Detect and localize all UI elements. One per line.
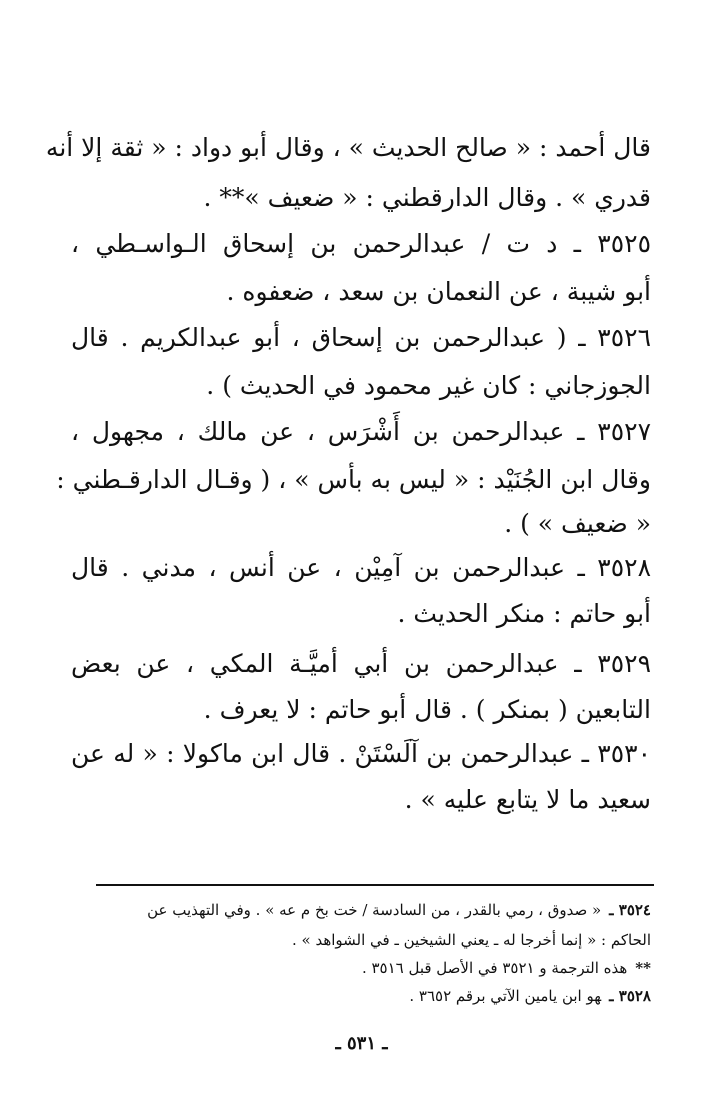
body-line-1: قال أحمد : « صالح الحديث » ، وقال أبو دواد : « ثقة إلا أنه [45,133,651,162]
footnote-asterisk [71,956,651,980]
entry-3530-line-2: سعيد ما لا يتابع عليه » . [404,785,651,814]
footnote-text: هذه الترجمة و ٣٥٢١ في الأصل قبل ٣٥١٦ . [361,959,628,977]
entry-3529-line-2: التابعين ( بمنكر ) . قال أبو حاتم : لا يعرف . [203,695,651,724]
page-number: ـ ٥٣١ ـ [335,1033,388,1054]
entry-3529-line-1: ٣٥٢٩ ـ عبدالرحمن بن أبي أميَّـة المكي ، عن بعض [71,649,651,678]
entry-3528-line-2: أبو حاتم : منكر الحديث . [397,599,651,628]
footnote-marker: ٣٥٢٤ ـ [609,901,651,919]
footnote-divider [96,884,654,886]
entry-3527-line-1: ٣٥٢٧ ـ عبدالرحمن بن أَشْرَس ، عن مالك ، مجهول ، [71,417,651,446]
footnote-3528 [71,984,651,1008]
entry-3526-line-1: ٣٥٢٦ ـ ( عبدالرحمن بن إسحاق ، أبو عبدالكريم . قال [71,323,651,352]
footnote-text: « صدوق ، رمي بالقدر ، من السادسة / خت بخ م عه » . وفي التهذيب عن [147,901,602,919]
entry-3525-line-1: ٣٥٢٥ ـ د ت / عبدالرحمن بن إسحاق الـواسـطي ، [71,229,651,258]
entry-3528-line-1: ٣٥٢٨ ـ عبدالرحمن بن آمِيْن ، عن أنس ، مدني . قال [71,553,651,582]
entry-3527-line-3: « ضعيف » ) . [504,509,651,538]
entry-3530-line-1: ٣٥٣٠ ـ عبدالرحمن بن آلَسْتَنْ . قال ابن ماكولا : « له عن [71,739,651,768]
footnote-marker: ٣٥٢٨ ـ [609,987,651,1005]
footnote-3524-line-2 [71,928,651,952]
footnote-text: الحاكم : « إنما أخرجا له ـ يعني الشيخين ـ في الشواهد » . [291,931,651,949]
footnote-text: هو ابن يامين الآتي برقم ٣٦٥٢ . [409,987,602,1005]
footnote-marker: ** [635,959,651,977]
entry-3525-line-2: أبو شيبة ، عن النعمان بن سعد ، ضعفوه . [226,277,651,306]
entry-3527-line-2: وقال ابن الجُنَيْد : « ليس به بأس » ، ( وقـال الدارقـطني : [56,465,651,494]
footnote-3524-line-1 [71,898,651,922]
body-line-2: قدري » . وقال الدارقطني : « ضعيف »** . [203,183,651,212]
entry-3526-line-2: الجوزجاني : كان غير محمود في الحديث ) . [206,371,651,400]
